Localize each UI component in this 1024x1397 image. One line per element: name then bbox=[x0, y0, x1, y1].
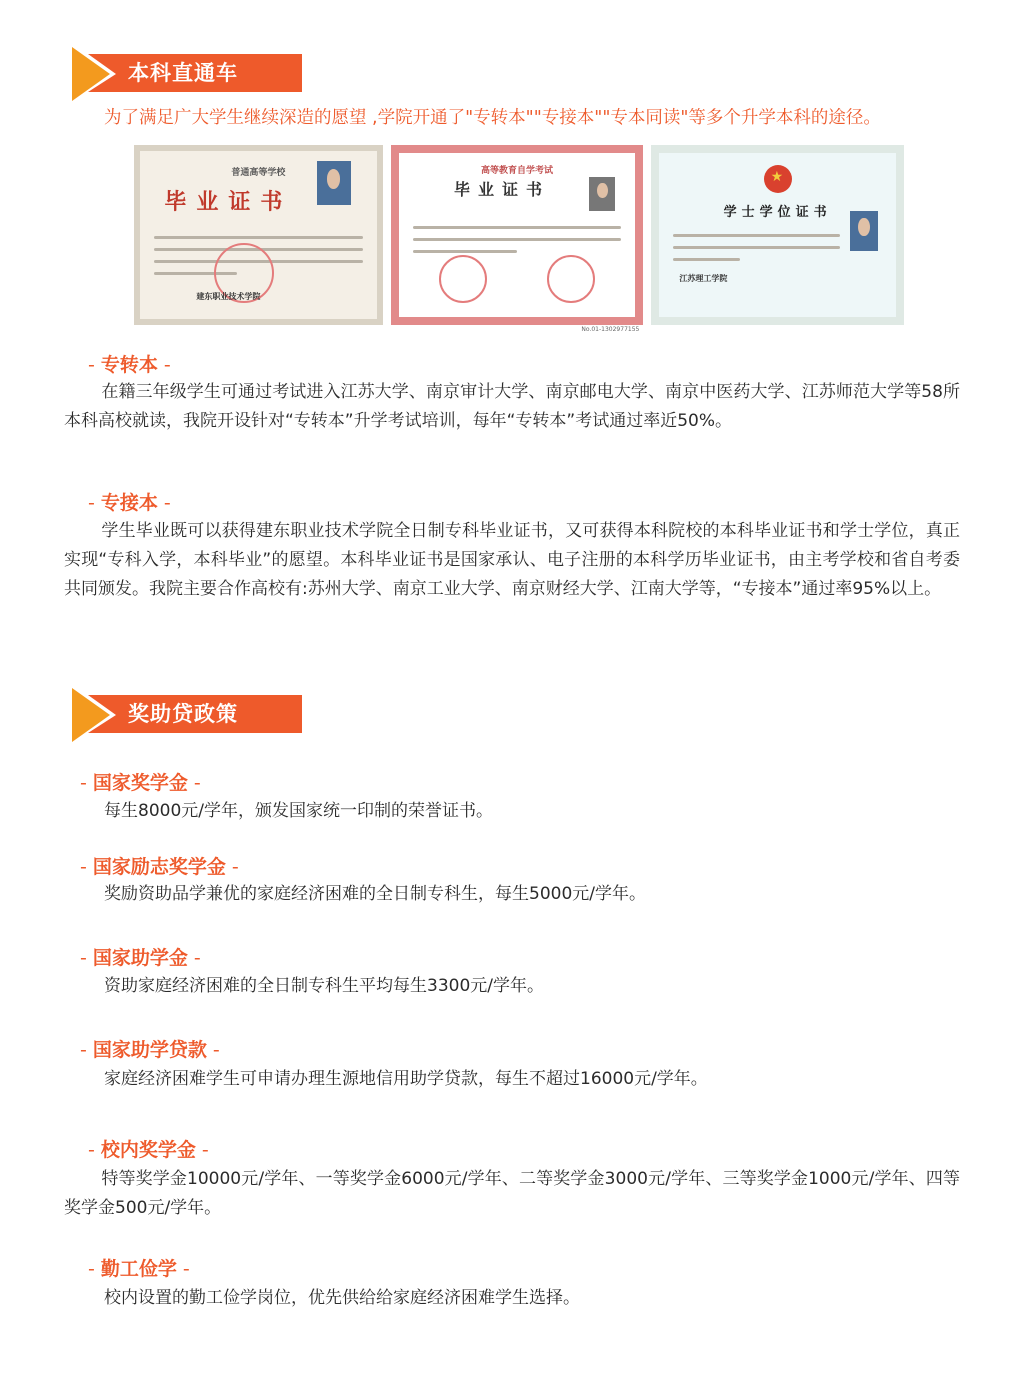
section-title: 奖助贷政策 bbox=[128, 702, 238, 726]
subheading-text: 国家助学贷款 bbox=[92, 1039, 207, 1061]
cert-serial: No.01-1302977155 bbox=[581, 326, 640, 333]
subheading-text: 专转本 bbox=[100, 354, 158, 376]
subheading-text: 国家励志奖学金 bbox=[92, 856, 226, 878]
paragraph-national-encouragement bbox=[104, 880, 1000, 909]
cert-photo bbox=[589, 177, 615, 211]
certificate-self-study bbox=[391, 145, 644, 333]
subheading-national-encouragement bbox=[74, 852, 245, 879]
subheading-text: 专接本 bbox=[100, 492, 158, 514]
paragraph-zhuanzhuanben bbox=[64, 378, 960, 436]
cert-text-lines bbox=[673, 225, 840, 270]
arrow-icon bbox=[72, 688, 116, 742]
section-banner-aid-policy bbox=[72, 688, 304, 742]
dash: - bbox=[163, 492, 171, 514]
dash: - bbox=[88, 1258, 95, 1280]
cert-seal bbox=[547, 255, 595, 303]
dash: - bbox=[88, 1139, 95, 1161]
paragraph-text: 学生毕业既可以获得建东职业技术学院全日制专科毕业证书，又可获得本科院校的本科毕业证书和学士学位，真正实现“专科入学，本科毕业”的愿望。本科毕业证书是国家承认、电子注册的本科学历毕业证书，由主考学校和省自考委共同颁发。我院主要合作高校有:苏州大学、南京工业大学、南京财经大学、江南大学等，“专接本”通过率95%以上。 bbox=[64, 521, 960, 599]
cert-seal bbox=[439, 255, 487, 303]
dash: - bbox=[80, 947, 87, 969]
paragraph-national-scholarship bbox=[104, 797, 1000, 826]
paragraph-text: 资助家庭经济困难的全日制专科生平均每生3300元/学年。 bbox=[104, 976, 544, 996]
section-title: 本科直通车 bbox=[128, 61, 238, 85]
paragraph-zhuanjieben bbox=[64, 517, 960, 604]
dash: - bbox=[80, 772, 87, 794]
section-banner-undergrad bbox=[72, 47, 304, 101]
intro-text: 为了满足广大学生继续深造的愿望 ,学院开通了"专转本""专接本""专本同读"等多个升学本科的途径。 bbox=[104, 108, 881, 128]
arrow-icon bbox=[72, 47, 116, 101]
subheading-text: 勤工俭学 bbox=[100, 1258, 177, 1280]
dash: - bbox=[88, 492, 95, 514]
paragraph-text: 每生8000元/学年，颁发国家统一印制的荣誉证书。 bbox=[104, 801, 493, 821]
subheading-text: 国家奖学金 bbox=[92, 772, 188, 794]
subheading-work-study bbox=[82, 1254, 196, 1281]
dash: - bbox=[212, 1039, 220, 1061]
dash: - bbox=[193, 772, 201, 794]
national-emblem-icon bbox=[764, 165, 792, 193]
subheading-zhuanzhuanben bbox=[82, 350, 177, 377]
subheading-text: 国家助学金 bbox=[92, 947, 188, 969]
dash: - bbox=[231, 856, 239, 878]
subheading-zhuanjieben bbox=[82, 488, 177, 515]
cert-title: 学士学位证书 bbox=[723, 205, 832, 220]
cert-subtitle: 普通高等学校 bbox=[231, 168, 286, 178]
dash: - bbox=[88, 354, 95, 376]
paragraph-campus-scholarship bbox=[64, 1165, 960, 1223]
dash: - bbox=[80, 856, 87, 878]
certificate-images bbox=[134, 145, 904, 333]
certificate-bachelor-degree bbox=[651, 145, 904, 325]
cert-subtitle: 高等教育自学考试 bbox=[481, 166, 554, 176]
dash: - bbox=[80, 1039, 87, 1061]
dash: - bbox=[163, 354, 171, 376]
cert-text-lines bbox=[413, 217, 622, 262]
paragraph-text: 家庭经济困难学生可申请办理生源地信用助学贷款，每生不超过16000元/学年。 bbox=[104, 1069, 708, 1089]
paragraph-national-grant bbox=[104, 972, 1000, 1001]
paragraph-student-loan bbox=[104, 1065, 1000, 1094]
cert-photo bbox=[317, 161, 351, 205]
paragraph-text: 在籍三年级学生可通过考试进入江苏大学、南京审计大学、南京邮电大学、南京中医药大学、江苏师范大学等58所本科高校就读，我院开设针对“专转本”升学考试培训，每年“专转本”考试通过率近50%。 bbox=[64, 382, 960, 431]
cert-photo bbox=[850, 211, 878, 251]
paragraph-work-study bbox=[104, 1284, 1000, 1313]
subheading-national-grant bbox=[74, 943, 207, 970]
dash: - bbox=[193, 947, 201, 969]
cert-school: 建东职业技术学院 bbox=[196, 291, 261, 301]
subheading-national-scholarship bbox=[74, 768, 207, 795]
paragraph-text: 校内设置的勤工俭学岗位，优先供给给家庭经济困难学生选择。 bbox=[104, 1288, 580, 1308]
paragraph-text: 特等奖学金10000元/学年、一等奖学金6000元/学年、二等奖学金3000元/学年、三等奖学金1000元/学年、四等奖学金500元/学年。 bbox=[64, 1169, 960, 1218]
cert-title: 毕业证书 bbox=[454, 180, 551, 199]
cert-title: 毕业证书 bbox=[164, 189, 293, 215]
subheading-text: 校内奖学金 bbox=[100, 1139, 196, 1161]
cert-school: 江苏理工学院 bbox=[679, 274, 728, 283]
dash: - bbox=[182, 1258, 190, 1280]
paragraph-text: 奖励资助品学兼优的家庭经济困难的全日制专科生，每生5000元/学年。 bbox=[104, 884, 646, 904]
dash: - bbox=[201, 1139, 209, 1161]
certificate-diploma bbox=[134, 145, 383, 325]
subheading-student-loan bbox=[74, 1035, 226, 1062]
subheading-campus-scholarship bbox=[82, 1135, 215, 1162]
